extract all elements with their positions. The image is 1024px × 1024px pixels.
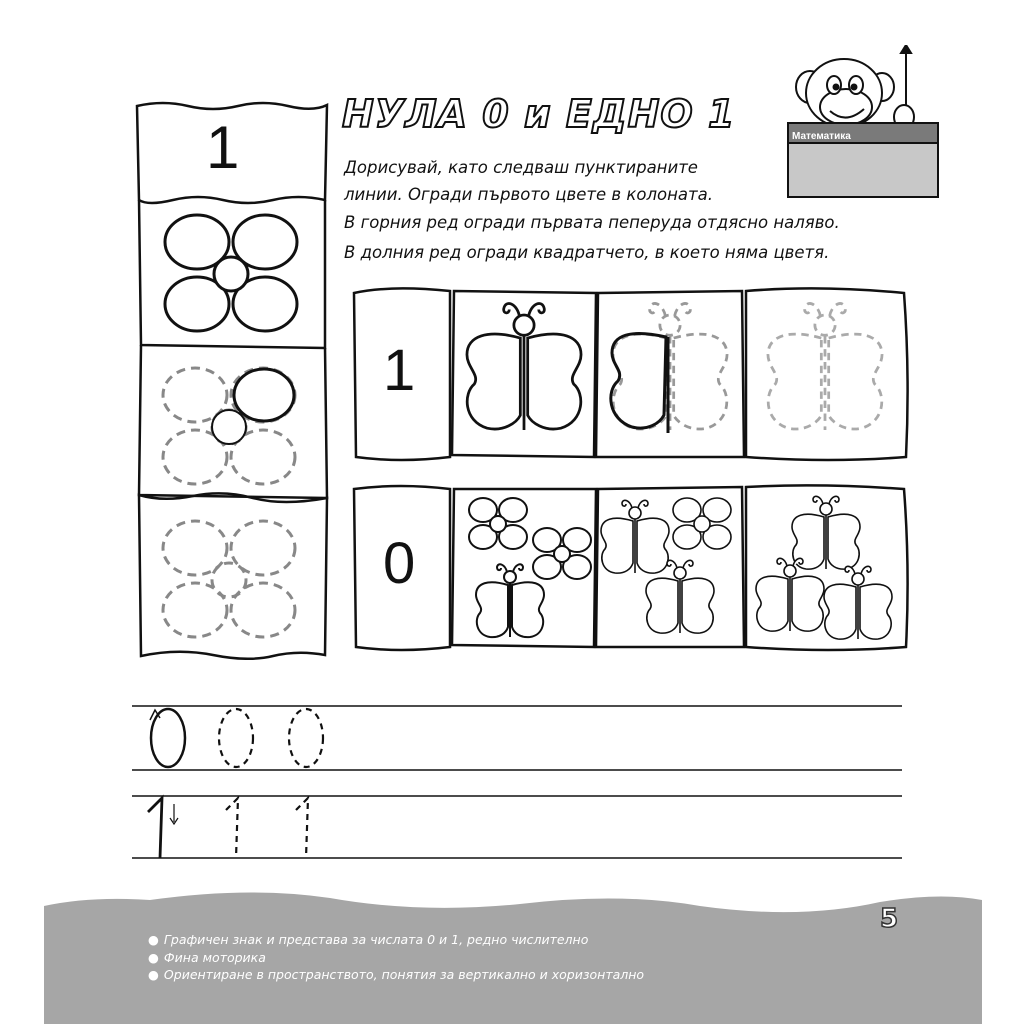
footer-bullet: ● Ориентиране в пространството, понятия за вертикално и хоризонтално	[148, 967, 644, 985]
footer-bullet: ● Графичен знак и представа за числата 0 и 1, редно числително	[148, 932, 644, 950]
footer-bullet: ● Фина моторика	[148, 950, 644, 968]
row-2-number: 0	[383, 531, 416, 596]
left-column-number: 1	[206, 114, 240, 181]
tracing-area	[130, 700, 905, 865]
instruction-line-3: В горния ред огради първата пеперуда отдясно наляво.	[344, 213, 840, 232]
page-title: НУЛА 0 и ЕДНО 1	[342, 92, 736, 136]
exercise-row-2	[350, 483, 912, 653]
solid-flower-icon	[165, 215, 297, 331]
instruction-line-4: В долния ред огради квадратчето, в което няма цветя.	[344, 243, 830, 262]
subject-tag: Математика	[792, 131, 851, 142]
page-number: 5	[880, 904, 899, 934]
left-column	[133, 100, 331, 660]
instruction-line-1: Дорисувай, като следваш пунктираните	[344, 158, 698, 177]
row-1-number: 1	[383, 338, 416, 403]
footer-skills-list	[148, 932, 644, 985]
monkey-mascot-icon	[782, 45, 947, 205]
dashed-flower-icon	[163, 521, 295, 637]
instruction-line-2: линии. Огради първото цвете в колоната.	[344, 185, 713, 204]
exercise-row-1	[350, 285, 912, 463]
